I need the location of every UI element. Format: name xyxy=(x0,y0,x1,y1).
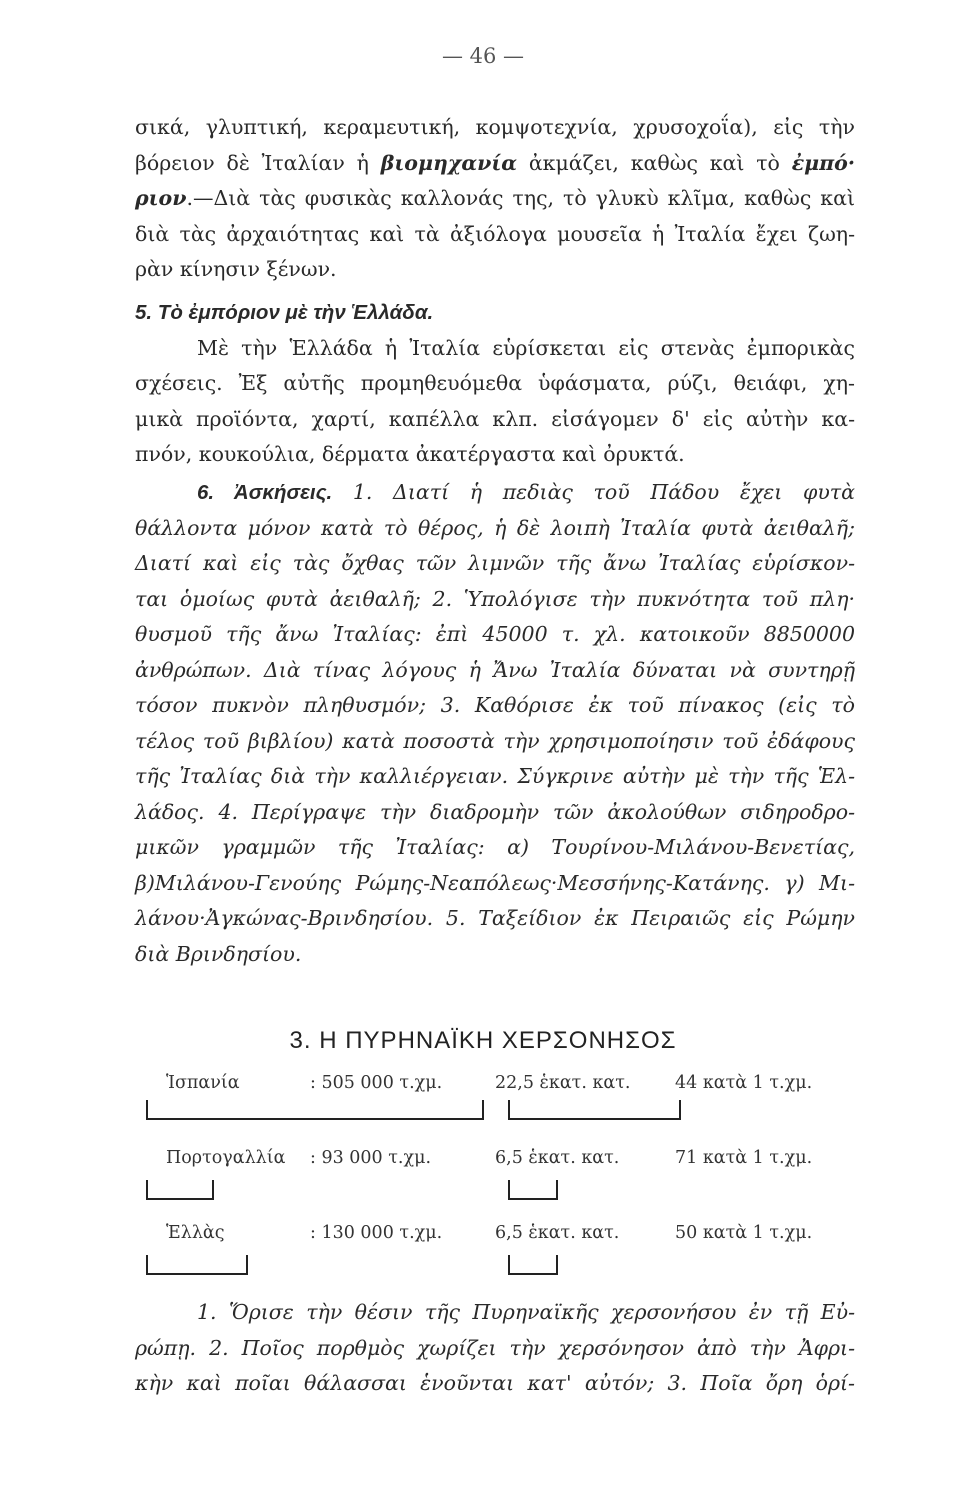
text-line: τέλος τοῦ βιβλίου) κατὰ ποσοστὰ τὴν χρησιμοποίησιν τοῦ ἐδάφους xyxy=(135,728,855,753)
pyrenean-exercises xyxy=(135,1295,855,1402)
intro-paragraph xyxy=(135,110,855,288)
text-line xyxy=(135,475,855,511)
area-bar-greece xyxy=(146,1255,248,1275)
country-population: 22,5 ἑκατ. κατ. xyxy=(495,1073,631,1093)
country-population: 6,5 ἑκατ. κατ. xyxy=(495,1223,620,1243)
text-line: μικὰ προϊόντα, χαρτί, καπέλλα κλπ. εἰσάγομεν δ' εἰς αὐτὴν κα- xyxy=(135,406,855,431)
area-bar-spain xyxy=(146,1100,484,1120)
country-area: : 93 000 τ.χμ. xyxy=(310,1148,432,1168)
text-line xyxy=(135,146,855,182)
keyword-industry: βιομηχανία xyxy=(380,150,518,175)
section-5-heading: 5. Τὸ ἐμπόριον μὲ τὴν Ἑλλάδα. xyxy=(135,301,434,324)
text-line: 1. Ὅρισε τὴν θέσιν τῆς Πυρηναϊκῆς χερσονήσου ἐν τῇ Εὐ- xyxy=(197,1300,855,1324)
section-title: 3. Η ΠΥΡΗΝΑΪΚΗ ΧΕΡΣΟΝΗΣΟΣ xyxy=(289,1027,677,1054)
text-segment: 1. Διατί ἡ πεδιὰς τοῦ Πάδου ἔχει φυτὰ xyxy=(332,480,855,504)
text-line: μικῶν γραμμῶν τῆς Ἰταλίας: α) Τουρίνου-Μιλάνου-Βενετίας, xyxy=(135,835,855,859)
text-line: διὰ τὰς ἀρχαιότητας καὶ τὰ ἀξιόλογα μουσεῖα ἡ Ἰταλία ἔχει ζωη- xyxy=(135,221,855,246)
text-line: τόσον πυκνὸν πληθυσμόν; 3. Καθόρισε ἐκ τοῦ πίνακος (εἰς τὸ xyxy=(135,693,855,717)
country-area: : 505 000 τ.χμ. xyxy=(310,1073,443,1093)
country-density: 71 κατὰ 1 τ.χμ. xyxy=(675,1148,813,1168)
country-density: 44 κατὰ 1 τ.χμ. xyxy=(675,1073,813,1093)
country-density: 50 κατὰ 1 τ.χμ. xyxy=(675,1223,813,1243)
text-segment: ἀκμάζει, καθὼς καὶ τὸ xyxy=(517,150,792,175)
population-bar-greece xyxy=(508,1255,558,1275)
text-line: κὴν καὶ ποῖαι θάλασσαι ἑνοῦνται κατ' αὐτόν; 3. Ποῖα ὄρη ὁρί- xyxy=(135,1371,855,1395)
text-line: σικά, γλυπτική, κεραμευτική, κομψοτεχνία, χρυσοχοΐα), εἰς τὴν xyxy=(135,115,855,139)
section-6-heading: 6. Ἀσκήσεις. xyxy=(197,481,333,504)
text-line xyxy=(135,181,855,217)
country-name: Πορτογαλλία xyxy=(166,1148,286,1168)
text-line: ἀνθρώπων. Διὰ τίνας λόγους ἡ Ἄνω Ἰταλία δύναται νὰ συντηρῇ xyxy=(135,657,855,682)
text-line: ται ὁμοίως φυτὰ ἀειθαλῆ; 2. Ὑπολόγισε τὴν πυκνότητα τοῦ πλη· xyxy=(135,586,855,611)
section-6-exercises xyxy=(135,475,855,972)
text-line: Διατί καὶ εἰς τὰς ὄχθας τῶν λιμνῶν τῆς ἄνω Ἰταλίας εὑρίσκον- xyxy=(135,551,855,575)
text-line: λάδος. 4. Περίγραψε τὴν διαδρομὴν τῶν ἀκολούθων σιδηροδρο- xyxy=(135,799,855,824)
text-line: θάλλοντα μόνον κατὰ τὸ θέρος, ἡ δὲ λοιπὴ Ἰταλία φυτὰ ἀειθαλῆ; xyxy=(135,515,855,540)
text-line: τῆς Ἰταλίας διὰ τὴν καλλιέργειαν. Σύγκρινε αὐτὴν μὲ τὴν τῆς Ἑλ- xyxy=(135,764,855,788)
text-line: ρώπῃ. 2. Ποῖος πορθμὸς χωρίζει τὴν χερσόνησον ἀπὸ τὴν Ἀφρι- xyxy=(135,1335,855,1360)
population-bar-spain xyxy=(508,1100,681,1120)
keyword-commerce-end: ριον xyxy=(135,186,187,210)
country-area: : 130 000 τ.χμ. xyxy=(310,1223,443,1243)
page-number: — 46 — xyxy=(441,44,525,68)
population-bar-portugal xyxy=(508,1180,558,1200)
text-line: πνόν, κουκούλια, δέρματα ἀκατέργαστα καὶ ὀρυκτά. xyxy=(135,442,685,466)
text-line: β)Μιλάνου-Γενούης Ρώμης-Νεαπόλεως·Μεσσήνης-Κατάνης. γ) Μι- xyxy=(135,870,855,895)
country-name: Ἑλλὰς xyxy=(166,1223,225,1243)
text-line: θυσμοῦ τῆς ἄνω Ἰταλίας: ἐπὶ 45000 τ. χλ. κατοικοῦν 8850000 xyxy=(135,622,855,646)
text-line: ρὰν κίνησιν ξένων. xyxy=(135,257,337,281)
text-line: Μὲ τὴν Ἑλλάδα ἡ Ἰταλία εὑρίσκεται εἰς στενὰς ἐμπορικὰς xyxy=(197,335,855,360)
section-5 xyxy=(135,295,855,473)
text-segment: βόρειον δὲ Ἰταλίαν ἡ xyxy=(135,150,381,175)
text-line: διὰ Βρινδησίου. xyxy=(135,941,302,966)
area-bar-portugal xyxy=(146,1180,214,1200)
keyword-commerce: ἐμπό· xyxy=(791,150,855,175)
text-line: λάνου·Ἀγκώνας-Βρινδησίου. 5. Ταξείδιον ἐκ Πειραιῶς εἰς Ρώμην xyxy=(135,906,855,930)
country-population: 6,5 ἑκατ. κατ. xyxy=(495,1148,620,1168)
country-name: Ἱσπανία xyxy=(166,1073,240,1093)
text-line: σχέσεις. Ἐξ αὐτῆς προμηθευόμεθα ὑφάσματα, ρύζι, θειάφι, χη- xyxy=(135,371,855,395)
text-segment: .—Διὰ τὰς φυσικὰς καλλονάς της, τὸ γλυκὺ κλῖμα, καθὼς καὶ xyxy=(186,186,855,210)
